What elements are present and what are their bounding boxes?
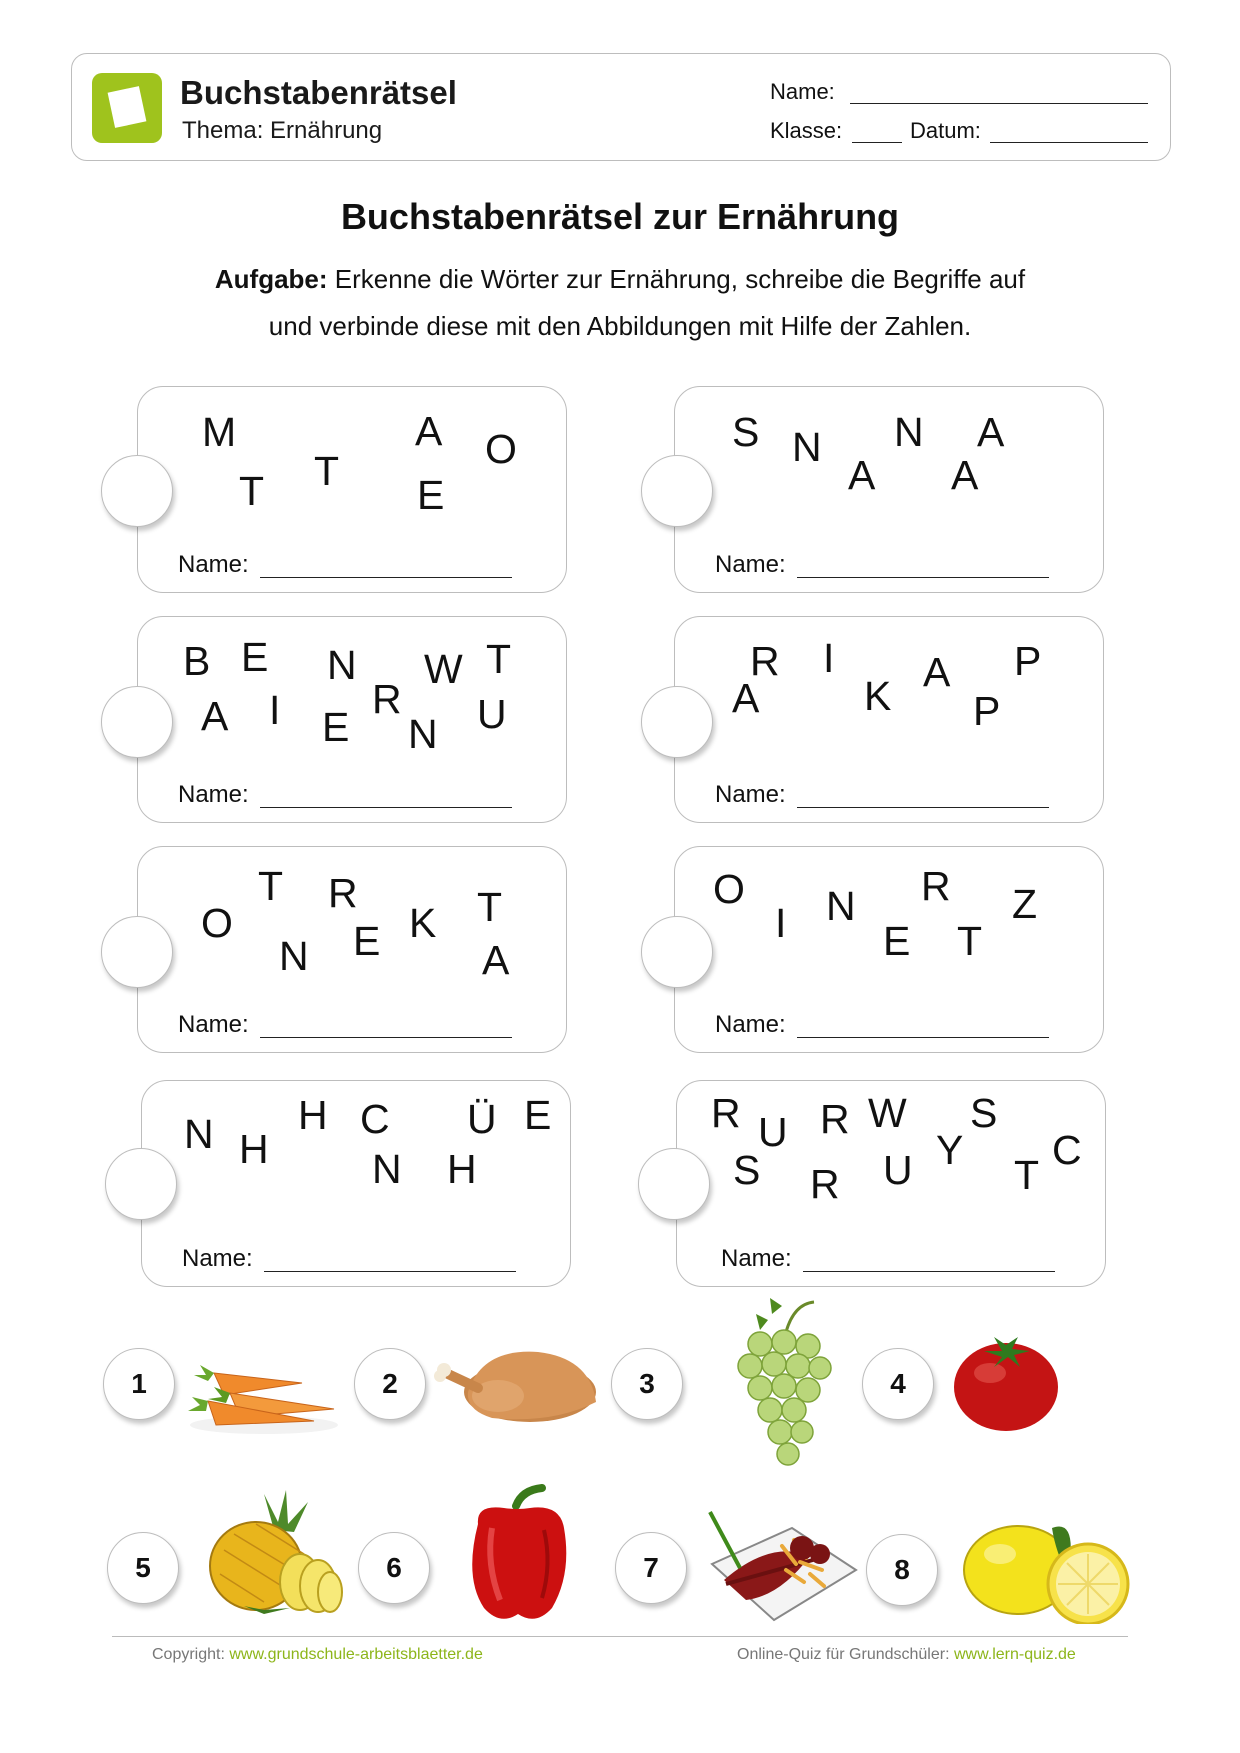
date-label: Datum:	[910, 118, 981, 143]
grapes-icon	[730, 1294, 840, 1474]
answer-field[interactable]	[260, 577, 512, 578]
puzzle-letter: O	[485, 426, 517, 472]
name-field[interactable]	[850, 103, 1148, 104]
footer-copyright	[152, 1646, 483, 1664]
class-label: Klasse:	[770, 118, 843, 143]
puzzle-letter: N	[792, 424, 822, 470]
picture-number: 1	[103, 1348, 175, 1420]
picture-number: 3	[611, 1348, 683, 1420]
puzzle-letter: H	[298, 1092, 328, 1138]
puzzle-letter: H	[239, 1126, 269, 1172]
puzzle-letter: C	[360, 1096, 390, 1142]
tag-hole[interactable]	[641, 686, 713, 758]
puzzle-card	[676, 1080, 1106, 1287]
worksheet-title: Buchstabenrätsel	[180, 74, 457, 111]
puzzle-name-label: Name:	[178, 1011, 249, 1038]
puzzle-letter: Z	[1012, 881, 1038, 927]
puzzle-card	[137, 386, 567, 593]
puzzle-letter: U	[477, 691, 507, 737]
puzzle-card	[674, 616, 1104, 823]
puzzle-letter: A	[977, 409, 1005, 455]
puzzle-name-label: Name:	[178, 781, 249, 808]
puzzle-letter: A	[415, 408, 443, 454]
puzzle-letter: E	[241, 634, 269, 680]
puzzle-letter: A	[201, 693, 229, 739]
puzzle-letter: E	[883, 918, 911, 964]
puzzle-letter: R	[810, 1161, 840, 1207]
picture-number: 7	[615, 1532, 687, 1604]
picture-number: 5	[107, 1532, 179, 1604]
footer-quiz	[737, 1646, 1076, 1664]
date-field[interactable]	[990, 142, 1148, 143]
puzzle-letter: N	[894, 409, 924, 455]
puzzle-letter: A	[848, 452, 876, 498]
answer-field[interactable]	[797, 577, 1049, 578]
task-label: Aufgabe:	[214, 264, 328, 294]
puzzle-card	[137, 846, 567, 1053]
puzzle-letter: Y	[936, 1127, 964, 1173]
puzzle-letter: S	[970, 1090, 998, 1136]
puzzle-letter: Ü	[467, 1096, 497, 1142]
answer-field[interactable]	[797, 807, 1049, 808]
puzzle-name-label: Name:	[715, 551, 786, 578]
puzzle-letter: T	[477, 884, 503, 930]
answer-field[interactable]	[803, 1271, 1055, 1272]
picture-number: 6	[358, 1532, 430, 1604]
puzzle-letter: B	[183, 638, 211, 684]
puzzle-letter: K	[864, 673, 892, 719]
puzzle-letter: I	[775, 900, 787, 946]
puzzle-letter: T	[314, 448, 340, 494]
puzzle-letter: W	[424, 646, 463, 692]
tag-hole[interactable]	[101, 455, 173, 527]
tomato-icon	[950, 1333, 1062, 1433]
puzzle-name-label: Name:	[715, 781, 786, 808]
puzzle-letter: M	[202, 409, 237, 455]
worksheet-theme: Thema: Ernährung	[182, 117, 383, 144]
quiz-label: Online-Quiz für Grundschüler:	[737, 1646, 950, 1663]
puzzle-letter: N	[184, 1111, 214, 1157]
worksheet-header	[71, 53, 1171, 161]
puzzle-letter: U	[758, 1109, 788, 1155]
carrots-icon	[184, 1355, 340, 1435]
page-title: Buchstabenrätsel zur Ernährung	[340, 196, 900, 237]
puzzle-letter: N	[826, 883, 856, 929]
bell-pepper-icon	[460, 1484, 574, 1626]
puzzle-name-label: Name:	[182, 1245, 253, 1272]
picture-number: 4	[862, 1348, 934, 1420]
puzzle-letter: O	[713, 866, 745, 912]
puzzle-letter: T	[258, 863, 284, 909]
pineapple-icon	[204, 1490, 344, 1618]
task-line-1	[0, 264, 1240, 295]
copyright-label: Copyright:	[152, 1646, 225, 1663]
puzzle-letter: T	[239, 468, 265, 514]
puzzle-letter: U	[883, 1147, 913, 1193]
puzzle-letter: I	[269, 687, 281, 733]
puzzle-letter: P	[973, 688, 1001, 734]
puzzle-letter: S	[732, 409, 760, 455]
puzzle-letter: S	[733, 1147, 761, 1193]
puzzle-letter: I	[823, 635, 835, 681]
puzzle-letter: N	[372, 1146, 402, 1192]
name-label: Name:	[770, 79, 835, 104]
tag-hole[interactable]	[641, 916, 713, 988]
lemon-icon	[960, 1504, 1132, 1624]
puzzle-letter: E	[322, 704, 350, 750]
puzzle-letter: W	[868, 1090, 907, 1136]
puzzle-letter: E	[417, 472, 445, 518]
logo	[92, 73, 162, 143]
puzzle-letter: T	[957, 918, 983, 964]
puzzle-letter: T	[486, 636, 512, 682]
puzzle-letter: H	[447, 1146, 477, 1192]
puzzle-letter: R	[750, 638, 780, 684]
puzzle-letter: R	[372, 676, 402, 722]
puzzle-card	[137, 616, 567, 823]
puzzle-name-label: Name:	[178, 551, 249, 578]
picture-number: 8	[866, 1534, 938, 1606]
puzzle-card	[141, 1080, 571, 1287]
tag-hole[interactable]	[105, 1148, 177, 1220]
puzzle-letter: N	[279, 933, 309, 979]
puzzle-letter: R	[820, 1096, 850, 1142]
puzzle-letter: N	[327, 642, 357, 688]
puzzle-letter: A	[923, 649, 951, 695]
puzzle-letter: A	[951, 452, 979, 498]
task-text-2: und verbinde diese mit den Abbildungen mit Hilfe der Zahlen.	[268, 311, 972, 341]
puzzle-letter: E	[353, 918, 381, 964]
puzzle-name-label: Name:	[715, 1011, 786, 1038]
answer-field[interactable]	[260, 807, 512, 808]
puzzle-letter: N	[408, 711, 438, 757]
puzzle-card	[674, 846, 1104, 1053]
answer-field[interactable]	[264, 1271, 516, 1272]
puzzle-letter: R	[711, 1090, 741, 1136]
picture-number: 2	[354, 1348, 426, 1420]
class-field[interactable]	[852, 142, 902, 143]
tag-hole[interactable]	[101, 916, 173, 988]
task-text-1: Erkenne die Wörter zur Ernährung, schreibe die Begriffe auf	[334, 264, 1026, 294]
puzzle-letter: K	[409, 900, 437, 946]
copyright-link[interactable]: www.grundschule-arbeitsblaetter.de	[229, 1646, 483, 1663]
currywurst-icon	[700, 1500, 860, 1626]
puzzle-letter: E	[524, 1092, 552, 1138]
answer-field[interactable]	[260, 1037, 512, 1038]
tag-hole[interactable]	[638, 1148, 710, 1220]
tag-hole[interactable]	[101, 686, 173, 758]
puzzle-letter: C	[1052, 1127, 1082, 1173]
puzzle-letter: P	[1014, 638, 1042, 684]
quiz-link[interactable]: www.lern-quiz.de	[953, 1646, 1076, 1663]
puzzle-letter: R	[328, 870, 358, 916]
answer-field[interactable]	[797, 1037, 1049, 1038]
puzzle-letter: O	[201, 900, 233, 946]
puzzle-name-label: Name:	[721, 1245, 792, 1272]
puzzle-card	[674, 386, 1104, 593]
puzzle-letter: T	[1014, 1152, 1040, 1198]
footer-divider	[112, 1636, 1128, 1637]
tag-hole[interactable]	[641, 455, 713, 527]
puzzle-letter: R	[921, 863, 951, 909]
puzzle-letter: A	[482, 937, 510, 983]
roast-chicken-icon	[432, 1330, 600, 1426]
puzzle-letter: A	[732, 675, 760, 721]
